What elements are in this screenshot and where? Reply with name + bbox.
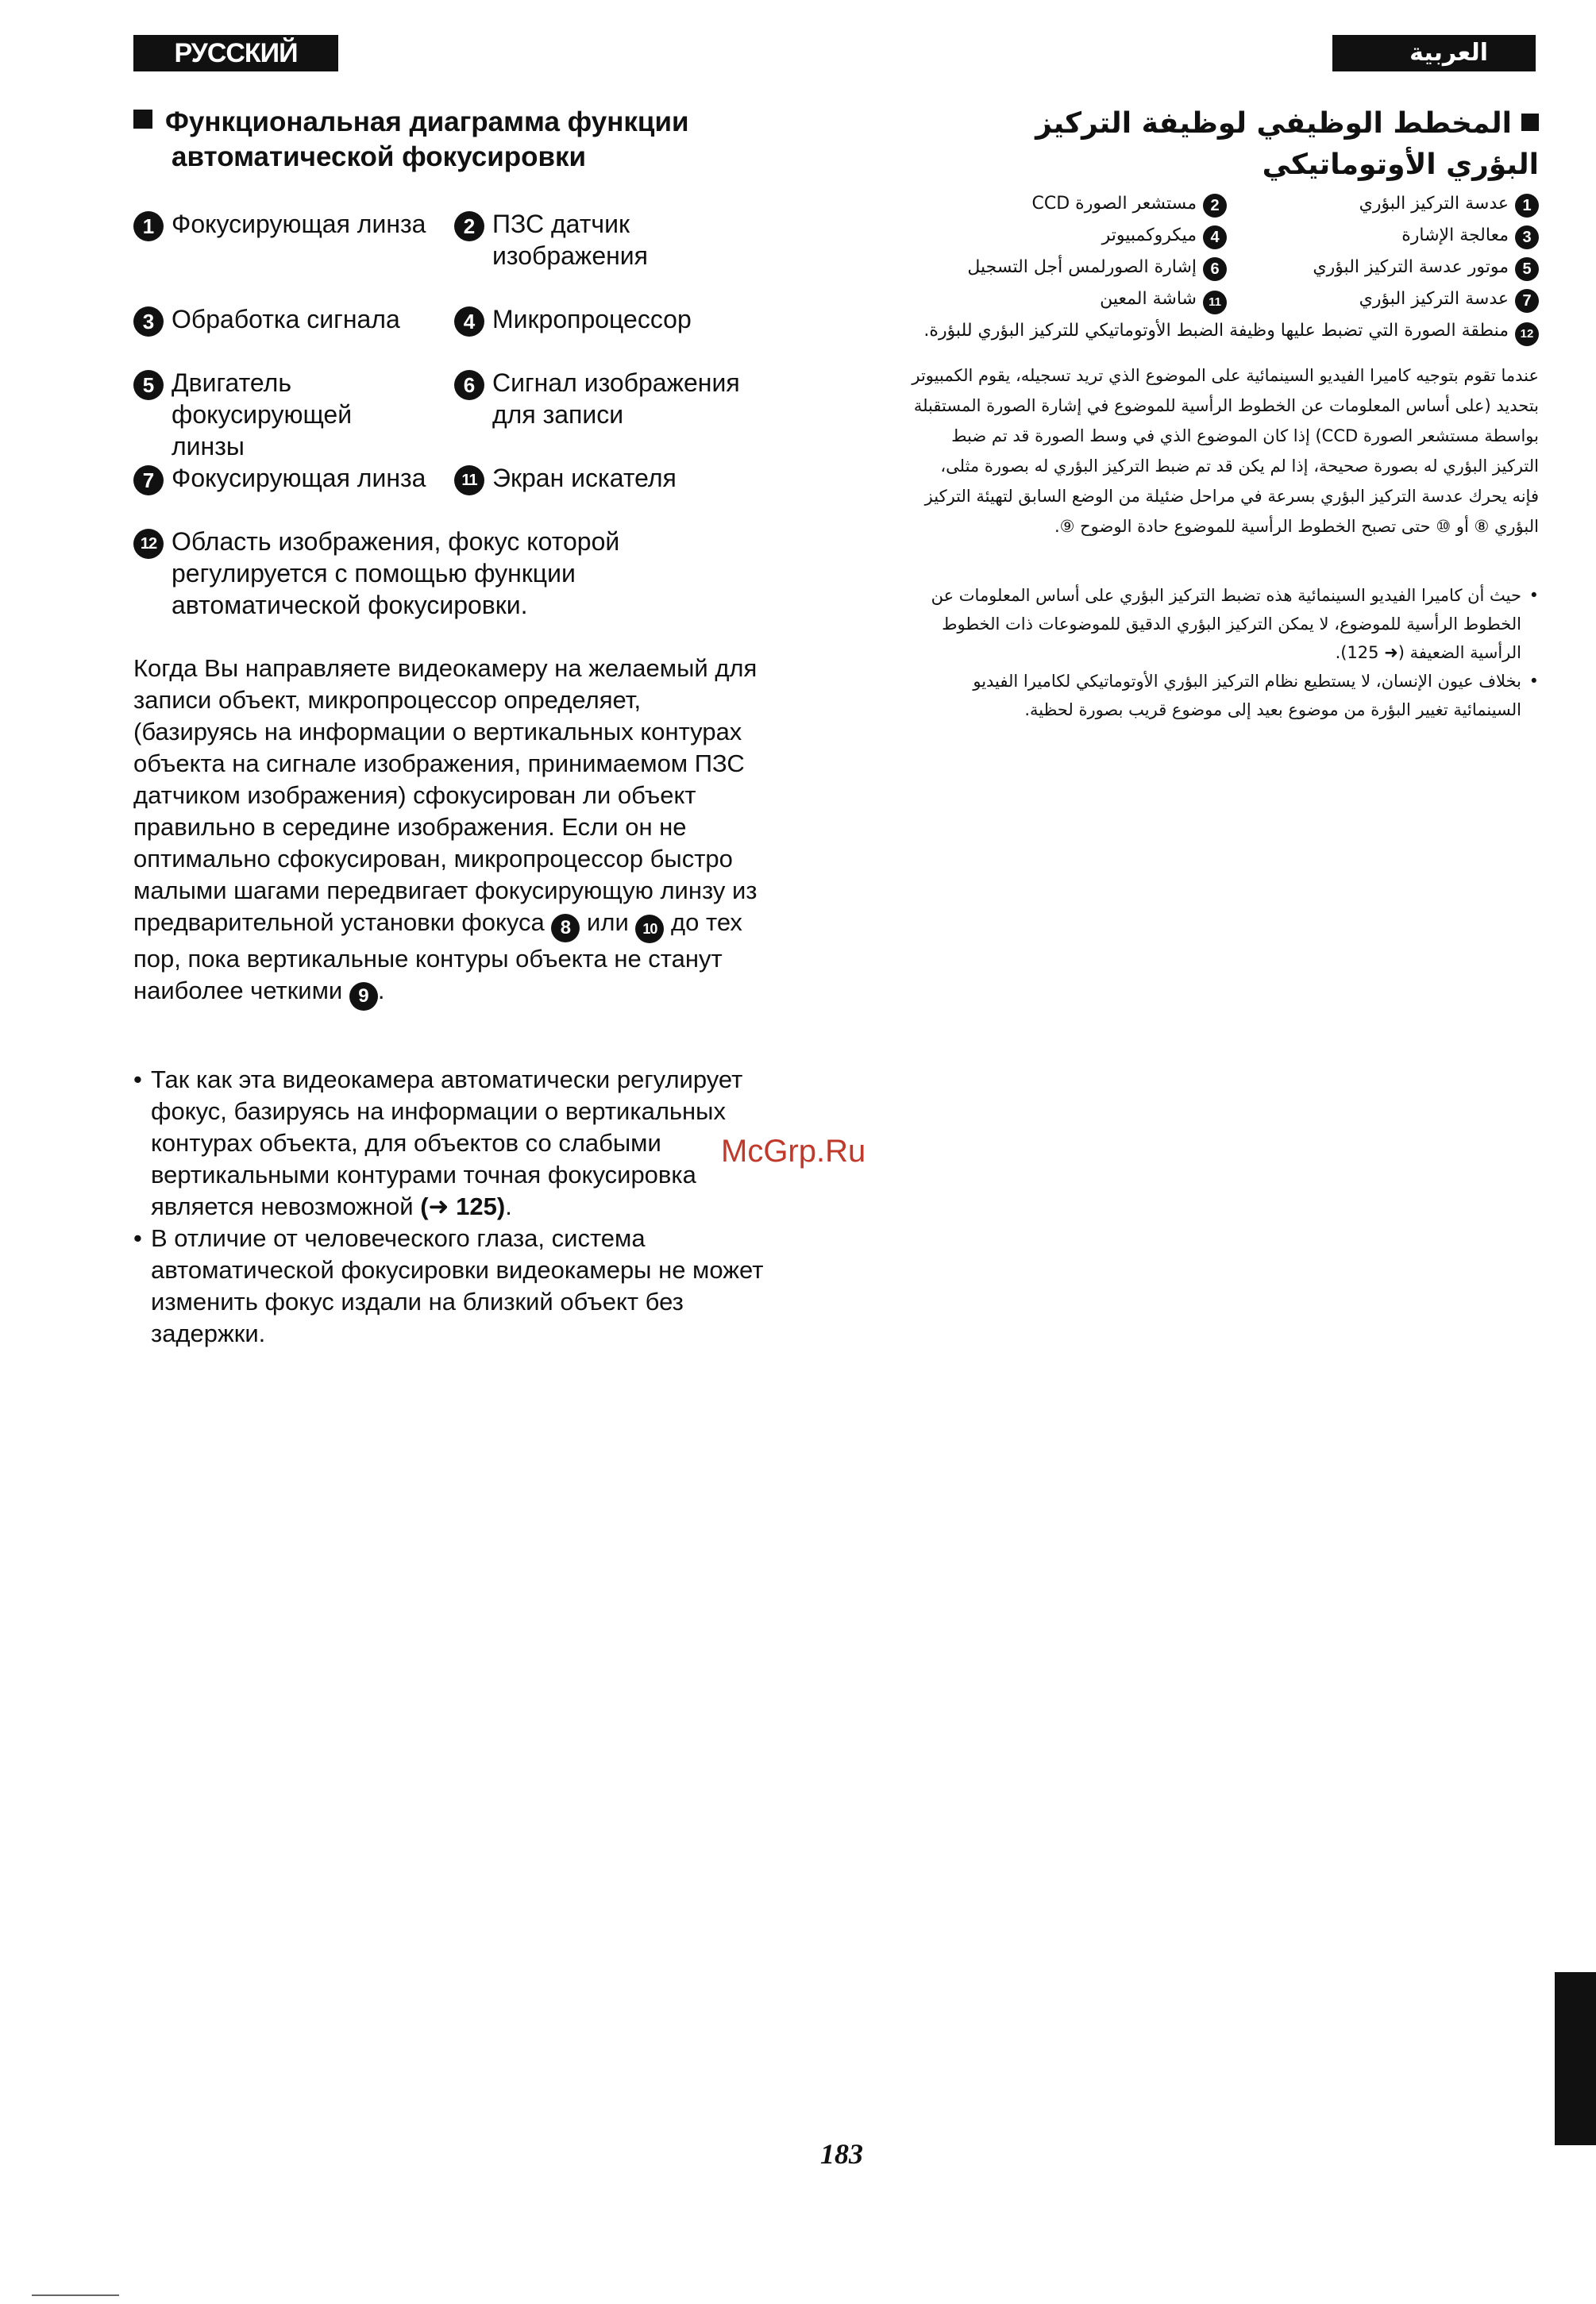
legend-label: Двигатель фокусирующей линзы [172, 368, 353, 460]
legend-label: مستشعر الصورة CCD [1031, 194, 1197, 214]
legend-item [454, 208, 692, 272]
list-item [133, 1223, 785, 1350]
number-badge-icon: 3 [133, 306, 164, 337]
legend-item [454, 303, 772, 335]
number-badge-icon: 2 [1203, 194, 1227, 218]
number-badge-icon: 6 [1203, 257, 1227, 281]
square-bullet-icon [1521, 114, 1539, 131]
language-tab-russian: РУССКИЙ ЯЗЫК [133, 35, 338, 71]
number-badge-icon: 12 [1515, 322, 1539, 346]
number-badge-icon: 4 [1203, 225, 1227, 249]
body-paragraph-ru [133, 653, 769, 1011]
number-badge-icon: 1 [133, 211, 164, 241]
legend-item [941, 192, 1227, 218]
legend-item [133, 462, 451, 494]
legend-label: Обработка сигнала [172, 305, 400, 333]
heading-line-1: Функциональная диаграмма функции [165, 106, 689, 137]
number-badge-icon: 12 [133, 529, 164, 559]
heading-text: المخطط الوظيفي لوظيفة التركيز البؤري الأوتوماتيكي [1035, 107, 1539, 181]
legend-label: Микропроцессор [492, 305, 692, 333]
number-badge-icon: 1 [1515, 194, 1539, 218]
heading-line-2: автоматической фокусировки [172, 141, 587, 172]
legend-label: عدسة التركيز البؤري [1359, 194, 1509, 214]
legend-label: شاشة المعين [1100, 289, 1197, 309]
list-item: • حيث أن كاميرا الفيديو السينمائية هذه تضبط التركيز البؤري على أساس المعلومات عن الخطوط الرأسية للموضوع، لا يمكن التركيز البؤري الدقيق للموضوعات ذات الخطوط الرأسية الضعيفة (➜ 125). [912, 581, 1539, 667]
legend-item [941, 287, 1227, 314]
legend-label: ПЗС датчик изображения [492, 210, 648, 270]
paragraph-text: или [587, 908, 629, 936]
legend-item [454, 367, 772, 430]
side-thumb-tab [1555, 1972, 1596, 2145]
number-badge-icon: 5 [133, 370, 164, 400]
legend-label: Сигнал изображения для записи [492, 368, 740, 429]
number-badge-icon: 11 [454, 465, 484, 495]
legend-label: معالجة الإشارة [1401, 225, 1509, 245]
notes-list-ru [133, 1064, 785, 1350]
ref-badge-icon: 8 [551, 914, 580, 942]
section-heading-ar [983, 103, 1539, 186]
legend-item [1269, 287, 1539, 313]
list-item: • بخلاف عيون الإنسان، لا يستطيع نظام التركيز البؤري الأوتوماتيكي لكاميرا الفيديو السينمائية تغيير البؤرة من موضوع بعيد إلى موضوع قريب بصورة لحظية. [912, 667, 1539, 724]
number-badge-icon: 3 [1515, 225, 1539, 249]
legend-label: عدسة التركيز البؤري [1359, 289, 1509, 309]
legend-item [941, 256, 1227, 281]
legend-label: Фокусирующая линза [172, 464, 426, 492]
section-heading-ru [133, 105, 688, 175]
legend-item [941, 224, 1227, 249]
number-badge-icon: 7 [1515, 289, 1539, 313]
list-item [133, 1064, 785, 1223]
footer-rule [32, 2294, 119, 2296]
square-bullet-icon [133, 110, 152, 129]
number-badge-icon: 4 [454, 306, 484, 337]
body-paragraph-ar: عندما تقوم بتوجيه كاميرا الفيديو السينمائية على الموضوع الذي تريد تسجيله، يقوم الكمبيوتر بتحديد (على أساس المعلومات عن الخطوط الرأسية للموضوع في إشارة الصورة المستقبلة بواسطة مستشعر الصورة CCD) إذا كان الموضوع الذي في وسط الصورة قد تم ضبط التركيز البؤري له بصورة صحيحة، إذا لم يكن قد تم ضبط التركيز البؤري له بصورة مثلى، فإنه يحرك عدسة التركيز البؤري بسرعة في مراحل ضئيلة من الوضع السابق لتهيئة التركيز البؤري ⑧ أو ⑩ حتى تصبح الخطوط الرأسية للموضوع حادة الوضوح ⑨. [912, 366, 1539, 536]
note-text: Так как эта видеокамера автоматически регулирует фокус, базируясь на информации о вертикальных контурах объекта, для объектов со слабыми вертикальными контурами точная фокусировка является невозможной [151, 1065, 743, 1220]
legend-item [133, 303, 443, 335]
legend-item [1269, 256, 1539, 281]
note-text: В отличие от человеческого глаза, система автоматической фокусировки видеокамеры не может изменить фокус издали на близкий объект без задержки. [151, 1224, 764, 1347]
paragraph-text: Когда Вы направляете видеокамеру на желаемый для записи объект, микропроцессор определяет, (базируясь на информации о вертикальных контурах объекта на сигнале изображения, принимаемом ПЗС датчиком изображения) сфокусирован ли объект правильно в середине изображения. Если он не оптимально сфокусирован, микропроцессор быстро малыми шагами передвигает фокусирующую линзу из предварительной установки фокуса [133, 654, 758, 936]
legend-label: منطقة الصورة التي تضبط عليها وظيفة الضبط الأوتوماتيكي للتركيز البؤري للبؤرة. [923, 321, 1509, 341]
watermark: McGrp.Ru [721, 1134, 866, 1169]
number-badge-icon: 7 [133, 465, 164, 495]
page-reference: (➜ 125) [420, 1192, 506, 1220]
number-badge-icon: 2 [454, 211, 484, 241]
number-badge-icon: 5 [1515, 257, 1539, 281]
paragraph-text: . [377, 977, 385, 1004]
paragraph-text: до тех пор, пока вертикальные контуры объекта не станут наиболее четкими [133, 908, 742, 1004]
notes-list-ar [912, 581, 1539, 724]
ref-badge-icon: 10 [635, 915, 664, 943]
note-text: . [505, 1192, 512, 1220]
legend-label: موتور عدسة التركيز البؤري [1313, 257, 1509, 277]
number-badge-icon: 6 [454, 370, 484, 400]
number-badge-icon: 11 [1203, 291, 1227, 314]
legend-item [1269, 224, 1539, 249]
legend-label: Экран искателя [492, 464, 677, 492]
legend-item [454, 462, 772, 494]
legend-item [133, 208, 443, 240]
page-number: 183 [820, 2138, 863, 2170]
legend-item [1269, 192, 1539, 218]
legend-item [133, 367, 451, 462]
legend-label: إشارة الصورلمس أجل التسجيل [967, 257, 1197, 277]
legend-label: ميكروكمبيوتر [1101, 225, 1197, 245]
legend-label: Фокусирующая линза [172, 210, 426, 238]
legend-item [912, 319, 1539, 346]
legend-item [133, 526, 689, 621]
legend-label: Область изображения, фокус которой регулируется с помощью функции автоматической фокусировки. [172, 527, 620, 619]
ref-badge-icon: 9 [349, 982, 378, 1011]
language-tab-arabic: العربية [1332, 35, 1536, 71]
